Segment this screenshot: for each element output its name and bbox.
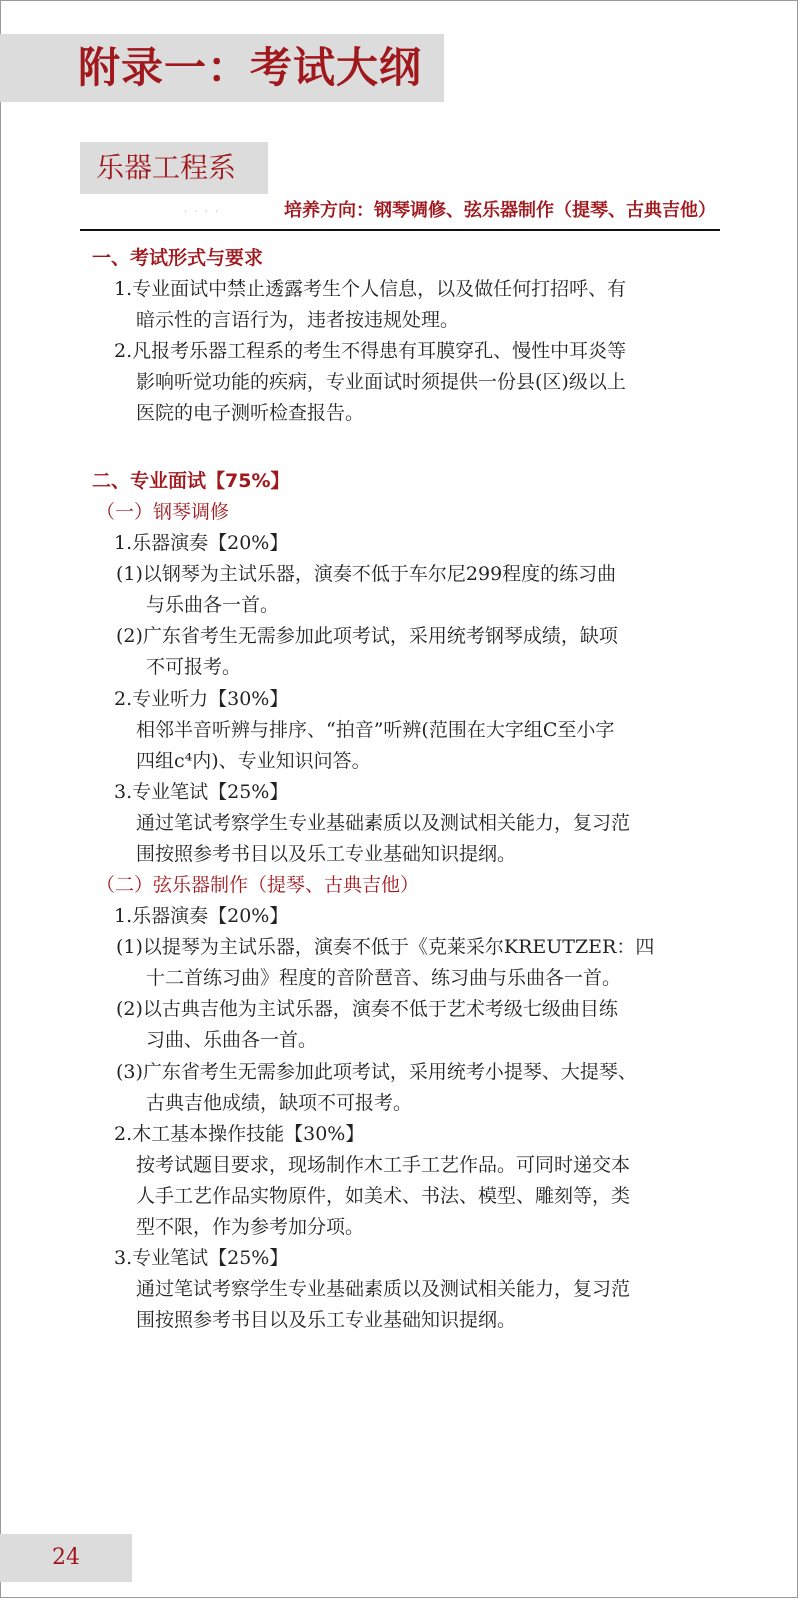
body-line: 2.专业听力【30%】 xyxy=(114,688,289,710)
subsection-heading: （二）弦乐器制作（提琴、古典吉他） xyxy=(96,874,420,896)
decorative-dots: · · · · xyxy=(184,207,221,218)
body-line: 四组c⁴内)、专业知识问答。 xyxy=(136,750,371,772)
body-line: (3)广东省考生无需参加此项考试，采用统考小提琴、大提琴、 xyxy=(116,1061,637,1083)
body-line: 习曲、乐曲各一首。 xyxy=(146,1029,318,1051)
body-line: 1.乐器演奏【20%】 xyxy=(114,905,289,927)
body-line: 围按照参考书目以及乐工专业基础知识提纲。 xyxy=(136,843,517,865)
body-line: 围按照参考书目以及乐工专业基础知识提纲。 xyxy=(136,1309,517,1331)
section-heading: 二、专业面试【75%】 xyxy=(92,470,290,492)
body-line: 与乐曲各一首。 xyxy=(146,594,280,616)
body-line: 2.木工基本操作技能【30%】 xyxy=(114,1123,365,1145)
page-number: 24 xyxy=(52,1545,80,1570)
body-line: 1.乐器演奏【20%】 xyxy=(114,532,289,554)
body-line: 影响听觉功能的疾病，专业面试时须提供一份县(区)级以上 xyxy=(136,371,626,393)
body-line: 1.专业面试中禁止透露考生个人信息，以及做任何打招呼、有 xyxy=(114,278,627,300)
training-direction: 培养方向：钢琴调修、弦乐器制作（提琴、古典吉他） xyxy=(284,200,716,221)
body-line: 暗示性的言语行为，违者按违规处理。 xyxy=(136,309,460,331)
body-line: (2)以古典吉他为主试乐器，演奏不低于艺术考级七级曲目练 xyxy=(116,998,618,1020)
page-title: 附录一：考试大纲 xyxy=(78,43,423,92)
body-line: 人手工艺作品实物原件，如美术、书法、模型、雕刻等，类 xyxy=(136,1185,631,1207)
body-line: 通过笔试考察学生专业基础素质以及测试相关能力，复习范 xyxy=(136,812,631,834)
body-line: 型不限，作为参考加分项。 xyxy=(136,1216,365,1238)
body-line: (2)广东省考生无需参加此项考试，采用统考钢琴成绩，缺项 xyxy=(116,625,618,647)
body-line: 3.专业笔试【25%】 xyxy=(114,781,289,803)
header-divider xyxy=(80,229,720,231)
body-line: 不可报考。 xyxy=(146,656,242,678)
body-line: (1)以钢琴为主试乐器，演奏不低于车尔尼299程度的练习曲 xyxy=(116,563,617,585)
department-title: 乐器工程系 xyxy=(96,151,237,184)
body-line: 医院的电子测听检查报告。 xyxy=(136,402,365,424)
body-line: 相邻半音听辨与排序、“拍音”听辨(范围在大字组C至小字 xyxy=(136,719,615,741)
body-line: 古典吉他成绩，缺项不可报考。 xyxy=(146,1092,413,1114)
body-line: 2.凡报考乐器工程系的考生不得患有耳膜穿孔、慢性中耳炎等 xyxy=(114,340,627,362)
section-heading: 一、考试形式与要求 xyxy=(92,247,264,269)
body-line: 3.专业笔试【25%】 xyxy=(114,1247,289,1269)
body-line: 按考试题目要求，现场制作木工手工艺作品。可同时递交本 xyxy=(136,1154,631,1176)
subsection-heading: （一）钢琴调修 xyxy=(96,501,230,523)
body-line: 通过笔试考察学生专业基础素质以及测试相关能力，复习范 xyxy=(136,1278,631,1300)
body-line: (1)以提琴为主试乐器，演奏不低于《克莱采尔KREUTZER：四 xyxy=(116,936,655,958)
body-line: 十二首练习曲》程度的音阶琶音、练习曲与乐曲各一首。 xyxy=(146,967,622,989)
